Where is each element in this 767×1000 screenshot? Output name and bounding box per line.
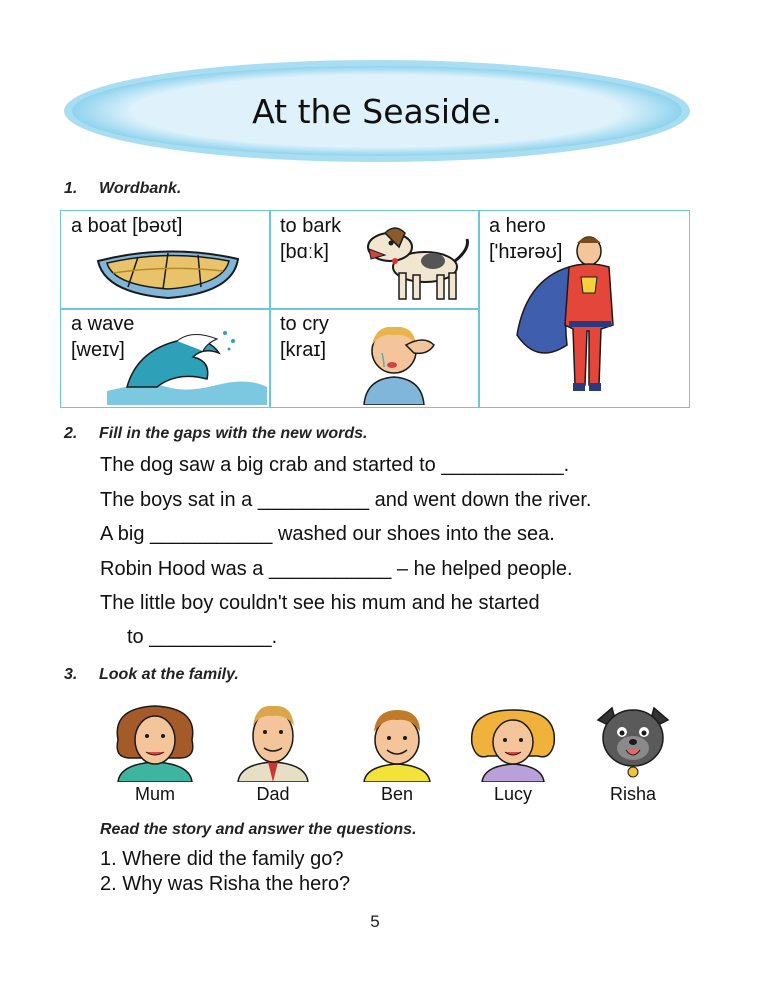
word-boat: a boat [bəʊt]: [71, 215, 183, 237]
dad-icon: [218, 700, 328, 782]
wordbank-cell-hero: [479, 211, 689, 407]
word-hero: a hero ['hɪərəʊ]: [489, 215, 563, 263]
wordbank-cell-boat: [61, 211, 269, 308]
section-1-heading: [64, 180, 181, 198]
family-name-ben: Ben: [380, 784, 414, 804]
crying-boy-icon: [354, 315, 454, 405]
page-title: At the Seaside.: [252, 91, 502, 131]
question-1: 1. Where did the family go?: [100, 848, 344, 870]
wordbank-cell-bark: [270, 211, 478, 308]
sentence-1: The dog saw a big crab and started to ___________.: [100, 454, 570, 476]
family-name-mum: Mum: [135, 784, 175, 804]
word-cry: to cry [kraɪ]: [280, 313, 329, 361]
title-banner: [62, 58, 692, 164]
sentence-5-continued: to ___________.: [127, 626, 278, 648]
lucy-icon: [458, 700, 568, 782]
dog-icon: [355, 219, 475, 305]
word-wave: a wave [weɪv]: [71, 313, 135, 361]
mum-icon: [100, 700, 210, 782]
section-3-number: 3.: [64, 666, 78, 683]
section-2-heading: [64, 425, 367, 443]
ben-icon: [342, 700, 452, 782]
word-bark: to bark [bɑːk]: [280, 215, 342, 263]
sentence-2: The boys sat in a __________ and went down the river.: [100, 489, 592, 511]
wave-icon: [107, 321, 267, 405]
boat-icon: [93, 243, 243, 303]
superhero-icon: [507, 225, 657, 405]
section-2-number: 2.: [64, 425, 78, 442]
section-3-heading: [64, 666, 239, 684]
wordbank-cell-wave: [61, 309, 269, 407]
sentence-3: A big ___________ washed our shoes into the sea.: [100, 523, 555, 545]
sentence-4: Robin Hood was a ___________ – he helped people.: [100, 558, 573, 580]
section-2-title: Fill in the gaps with the new words.: [99, 425, 368, 442]
page-number: 5: [370, 912, 380, 931]
sentence-5: The little boy couldn't see his mum and he started: [100, 592, 540, 614]
section-3-title: Look at the family.: [99, 666, 239, 683]
family-name-risha: Risha: [609, 784, 657, 804]
wordbank-cell-cry: [270, 309, 478, 407]
family-name-lucy: Lucy: [493, 784, 533, 804]
question-2: 2. Why was Risha the hero?: [100, 873, 351, 895]
section-1-title: Wordbank.: [99, 180, 182, 197]
read-story-heading: Read the story and answer the questions.: [100, 821, 417, 838]
family-name-dad: Dad: [256, 784, 290, 804]
section-1-number: 1.: [64, 180, 78, 197]
risha-dog-icon: [578, 700, 688, 782]
wordbank-table: [60, 210, 690, 408]
